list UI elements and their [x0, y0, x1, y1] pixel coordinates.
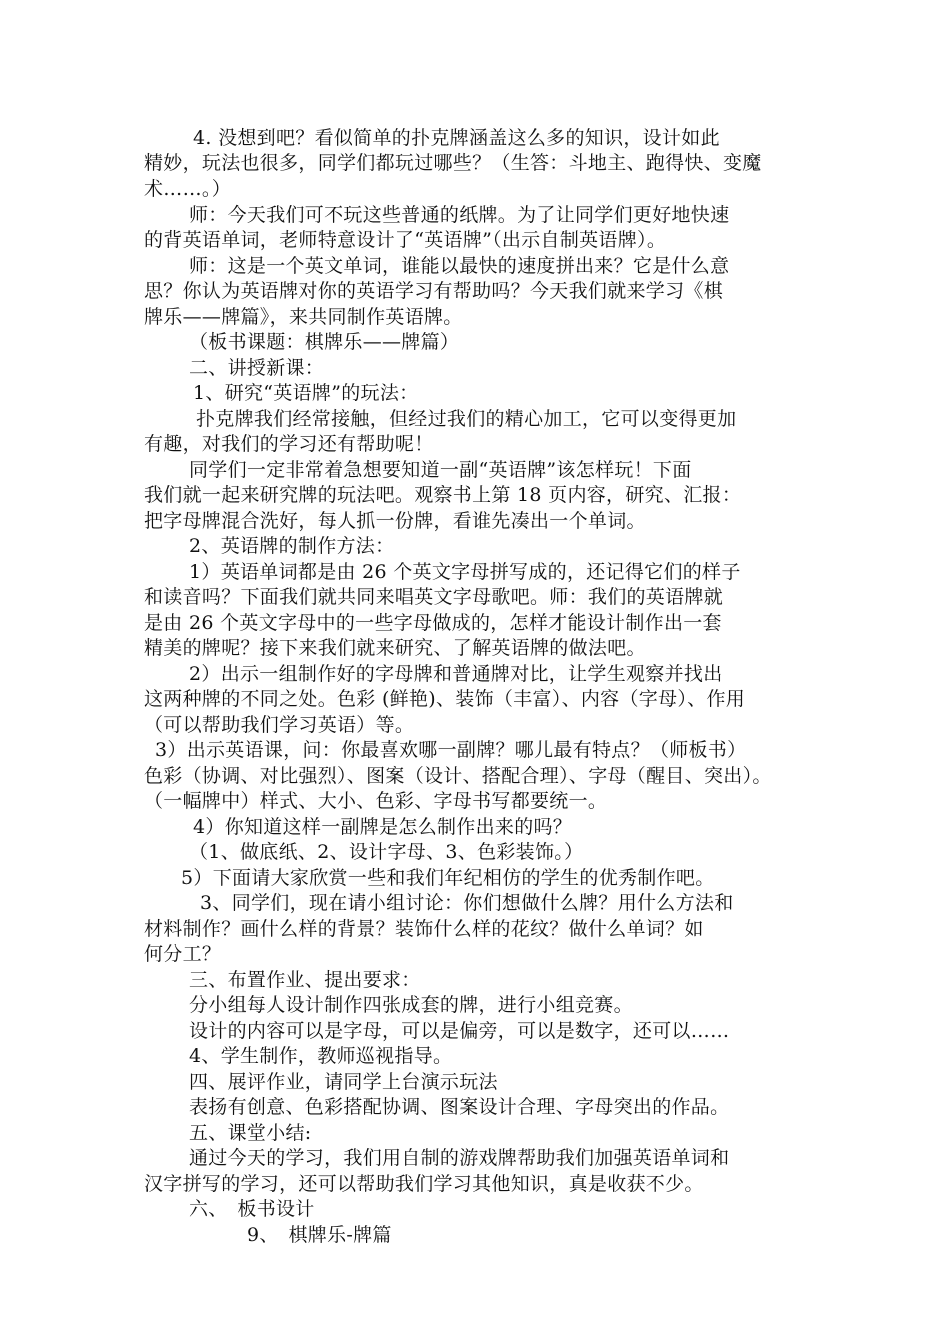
text-line: 4. 没想到吧？看似简单的扑克牌涵盖这么多的知识，设计如此 [193, 127, 720, 149]
text-line: （一幅牌中）样式、大小、色彩、字母书写都要统一。 [144, 790, 608, 812]
text-line: 师：今天我们可不玩这些普通的纸牌。为了让同学们更好地快速 [189, 204, 730, 226]
text-line: 同学们一定非常着急想要知道一副“英语牌”该怎样玩！下面 [189, 459, 692, 481]
section-heading: 三、布置作业、提出要求： [189, 969, 421, 991]
text-line: 我们就一起来研究牌的玩法吧。观察书上第 18 页内容，研究、汇报： [144, 484, 742, 506]
text-line: 精妙，玩法也很多，同学们都玩过哪些？（生答：斗地主、跑得快、变魔 [144, 152, 762, 174]
text-line: 2）出示一组制作好的字母牌和普通牌对比，让学生观察并找出 [189, 663, 723, 685]
text-line: 术……。） [144, 178, 232, 200]
text-line: 汉字拼写的学习，还可以帮助我们学习其他知识，真是收获不少。 [144, 1173, 704, 1195]
text-line: 4）你知道这样一副牌是怎么制作出来的吗？ [193, 816, 573, 838]
subsection-heading: 2、英语牌的制作方法： [189, 535, 395, 557]
text-line: 是由 26 个英文字母中的一些字母做成的，怎样才能设计制作出一套 [144, 612, 722, 634]
text-line: 设计的内容可以是字母，可以是偏旁，可以是数字，还可以…… [189, 1020, 730, 1042]
text-line: 材料制作？画什么样的背景？装饰什么样的花纹？做什么单词？如 [144, 918, 704, 940]
text-line: （可以帮助我们学习英语）等。 [144, 714, 415, 736]
text-line: 精美的牌呢？接下来我们就来研究、了解英语牌的做法吧。 [144, 637, 646, 659]
text-line: 分小组每人设计制作四张成套的牌，进行小组竞赛。 [189, 994, 633, 1016]
section-heading: 四、展评作业，请同学上台演示玩法 [189, 1071, 498, 1093]
section-heading: 五、课堂小结: [189, 1122, 312, 1144]
text-line: 思？你认为英语牌对你的英语学习有帮助吗？今天我们就来学习《棋 [144, 280, 724, 302]
text-line: 把字母牌混合洗好，每人抓一份牌，看谁先凑出一个单词。 [144, 510, 646, 532]
text-line: 和读音吗？下面我们就共同来唱英文字母歌吧。师：我们的英语牌就 [144, 586, 724, 608]
text-line: 表扬有创意、色彩搭配协调、图案设计合理、字母突出的作品。 [189, 1096, 730, 1118]
text-line: （1、做底纸、2、设计字母、3、色彩装饰。） [189, 841, 584, 863]
text-line: 3、同学们，现在请小组讨论：你们想做什么牌？用什么方法和 [200, 892, 734, 914]
board-design-title: 9、 棋牌乐-牌篇 [247, 1224, 392, 1246]
text-line: （板书课题：棋牌乐——牌篇） [189, 331, 460, 353]
text-line: 师：这是一个英文单词，谁能以最快的速度拼出来？它是什么意 [189, 255, 730, 277]
section-heading: 六、 板书设计 [189, 1198, 315, 1220]
text-line: 这两种牌的不同之处。色彩 (鲜艳)、装饰（丰富）、内容（字母）、作用 [144, 688, 746, 710]
section-heading: 二、讲授新课： [189, 357, 325, 379]
text-line: 何分工？ [144, 943, 222, 965]
text-line: 3）出示英语课，问：你最喜欢哪一副牌？哪儿最有特点？（师板书） [155, 739, 747, 761]
text-line: 有趣，对我们的学习还有帮助呢！ [144, 433, 434, 455]
text-line: 牌乐——牌篇》，来共同制作英语牌。 [144, 306, 463, 328]
text-line: 4、学生制作，教师巡视指导。 [189, 1045, 453, 1067]
text-line: 的背英语单词，老师特意设计了“英语牌”（出示自制英语牌）。 [144, 229, 667, 251]
text-line: 1）英语单词都是由 26 个英文字母拼写成的，还记得它们的样子 [189, 561, 741, 583]
text-line: 5）下面请大家欣赏一些和我们年纪相仿的学生的优秀制作吧。 [181, 867, 715, 889]
text-line: 色彩（协调、对比强烈）、图案（设计、搭配合理）、字母（醒目、突出）。 [144, 765, 772, 787]
text-line: 扑克牌我们经常接触，但经过我们的精心加工，它可以变得更加 [196, 408, 737, 430]
text-line: 通过今天的学习，我们用自制的游戏牌帮助我们加强英语单词和 [189, 1147, 730, 1169]
subsection-heading: 1、研究“英语牌”的玩法： [193, 382, 419, 404]
